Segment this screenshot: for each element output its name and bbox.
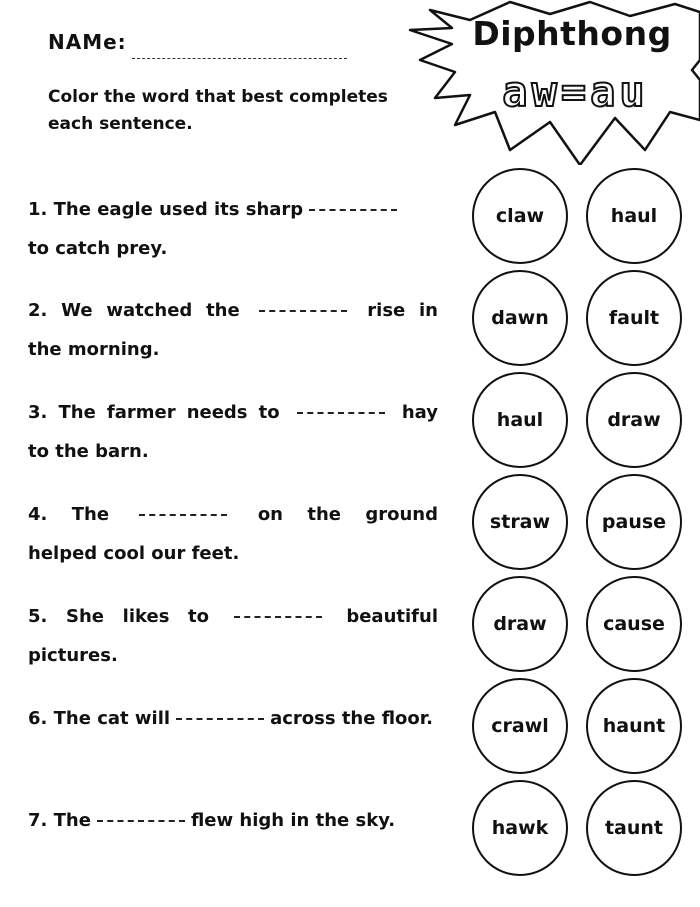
choice-circle[interactable]: draw [586,372,682,468]
question-text-line2: to catch prey. [28,238,168,259]
name-label: NAMe: [48,30,127,54]
question-text: on the ground [257,504,438,525]
question-7 [28,801,468,840]
choice-circle[interactable]: taunt [586,780,682,876]
badge-subtitle: aw=au [502,67,649,116]
question-text: The eagle used its sharp [53,199,304,220]
question-text-line2: the morning. [28,339,160,360]
question-number: 7. [28,810,48,831]
question-number: 3. [28,402,48,423]
answer-blank[interactable] [259,310,347,312]
answer-blank[interactable] [97,820,185,822]
question-text: flew high in the sky. [190,810,396,831]
name-line[interactable] [132,58,347,59]
question-text: The cat will [53,708,171,729]
question-3 [28,393,438,471]
answer-blank[interactable] [297,412,385,414]
choice-circle[interactable]: straw [472,474,568,570]
question-number: 6. [28,708,48,729]
choice-circle[interactable]: haul [472,372,568,468]
question-number: 2. [28,300,48,321]
question-text: The [53,810,91,831]
choice-circle[interactable]: haul [586,168,682,264]
question-6 [28,699,468,738]
question-text: beautiful [346,606,438,627]
answer-blank[interactable] [309,209,397,211]
question-text-line2: pictures. [28,645,118,666]
question-text: The [71,504,110,525]
answer-blank[interactable] [234,616,322,618]
choice-circle[interactable]: claw [472,168,568,264]
choice-circle[interactable]: draw [472,576,568,672]
answer-blank[interactable] [139,514,227,516]
question-2 [28,291,438,369]
question-text: We watched the [61,300,240,321]
answer-blank[interactable] [176,718,264,720]
question-text: hay [401,402,438,423]
question-number: 5. [28,606,48,627]
choice-circle[interactable]: crawl [472,678,568,774]
question-1 [28,190,438,268]
question-4 [28,495,438,573]
choice-circle[interactable]: fault [586,270,682,366]
question-text-line2: helped cool our feet. [28,543,240,564]
question-number: 4. [28,504,48,525]
question-number: 1. [28,199,48,220]
question-text: The farmer needs to [58,402,280,423]
question-5 [28,597,438,675]
choice-circle[interactable]: dawn [472,270,568,366]
choice-circle[interactable]: haunt [586,678,682,774]
choice-circle[interactable]: cause [586,576,682,672]
badge-title: Diphthong [472,14,672,53]
question-text: rise in [367,300,438,321]
question-text: across the floor. [270,708,433,729]
instructions: Color the word that best completes each sentence. [48,87,388,134]
question-text-line2: to the barn. [28,441,149,462]
question-text: She likes to [66,606,210,627]
choice-circle[interactable]: hawk [472,780,568,876]
choice-circle[interactable]: pause [586,474,682,570]
